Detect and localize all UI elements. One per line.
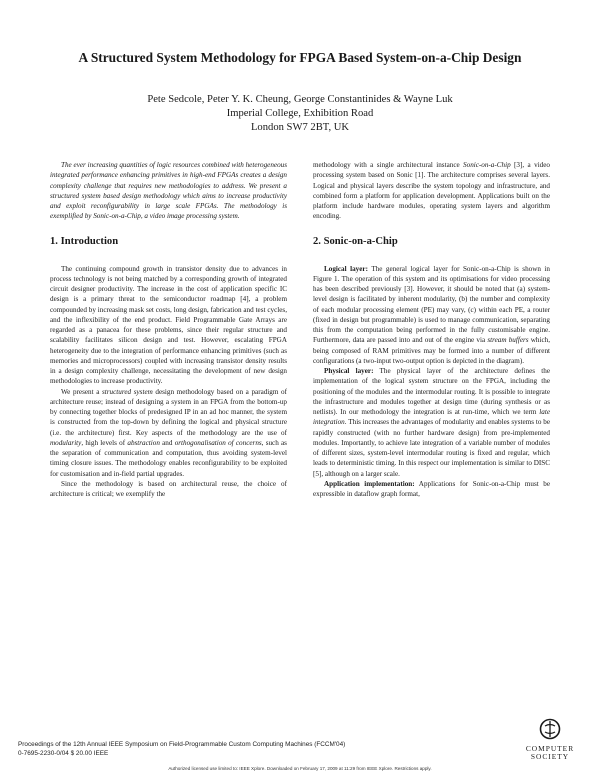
address: London SW7 2BT, UK xyxy=(250,122,350,134)
proceedings-line: Proceedings of the 12th Annual IEEE Symposium on Field-Programmable Custom Computing Machines (FCCM'04) xyxy=(18,741,346,748)
section-heading-introduction: 1. Introduction xyxy=(50,235,119,247)
proceedings-footer xyxy=(18,741,498,758)
authorization-notice: Authorized licensed use limited to: IEEE Xplore. Downloaded on February 17, 2009 at 11:29 from IEEE Xplore. Restrictions apply. xyxy=(168,766,432,771)
left-column xyxy=(50,160,287,499)
isbn-line: 0-7695-2230-0/04 $ 20.00 IEEE xyxy=(18,749,109,757)
physical-layer-paragraph: Physical layer: The physical layer of the architecture defines the implementation of the logical system structure on the FPGA, including the positioning of the modules and the intermodular routing. It is possible to integrate the infrastructure and modules together at design time (during synthesis or as netlists). In our methodology the integration is at run-time, which we term late integration. This increases the advantages of modularity and enables systems to be rapidly constructed (with no further hardware design) from pre-implemented modules. Importantly, to achieve late integration of a variable number of modules of different sizes, system-level intermodular routing is fixed and regular, which leads to deterministic timing. In this respect our implementation is similar to DISC [5], although on a larger scale. xyxy=(313,367,550,478)
right-column xyxy=(313,160,550,499)
affiliation: Imperial College, Exhibition Road xyxy=(226,108,374,120)
computer-society-logo xyxy=(515,718,585,761)
ieee-cs-emblem-icon xyxy=(539,718,561,740)
paper-title: A Structured System Methodology for FPGA Based System-on-a-Chip Design xyxy=(78,50,522,65)
application-implementation-paragraph: Application implementation: Applications for Sonic-on-a-Chip must be expressible in dataflow graph format, xyxy=(313,479,551,498)
author-names: Pete Sedcole, Peter Y. K. Cheung, George Constantinides & Wayne Luk xyxy=(147,94,453,105)
logo-line-1: COMPUTER xyxy=(525,744,575,753)
logical-layer-paragraph: Logical layer: The general logical layer for Sonic-on-a-Chip is shown in Figure 1. The operation of this system and its optimisations for video processing has been described previously [3]. However, it should be noted that (a) system-level design is facilitated by inherent modularity, (b) the number and complexity of each modular processing element (PE) may vary, (c) within each PE, a router (fixed in design but programmable) is used to manage communication, separating this from the computation being performed in the fully customisable engine. Furthermore, data are passed into and out of the engine via stream buffers which, being composed of RAM primitives may be formed into a number of different configurations (a two-input two-output option is depicted in the diagram). xyxy=(313,264,551,365)
abstract: The ever increasing quantities of logic resources combined with heterogeneous integrated performance enhancing primitives in high-end FPGAs creates a design complexity challenge that requires new methodologies to address. We present a structured system based design methodology which aims to increase productivity and exploit reconfigurability in large scale FPGAs. The methodology is exemplified by Sonic-on-a-Chip, a video image processing system. xyxy=(50,161,287,221)
intro-paragraph-1: The continuing compound growth in transistor density due to advances in process technology is not being matched by a corresponding growth of integrated circuit designer productivity. The increase in the cost of application specific IC design is a primary threat to the semiconductor roadmap [4], a problem compounded by increasing mask set costs, long design, fabrication and test cycles, and the inflexibility of the end product. Field Programmable Gate Arrays are regarded as a panacea for these problems, since their regular structure and scalability facilitates silicon design and test. However, escalating FPGA heterogeneity due to the integration of performance enhancing primitives (such as memories and microprocessors) coupled with increasing transistor density results in a design complexity challenge, necessitating the development of new design methodologies to increase productivity. xyxy=(50,264,287,386)
intro-continuation: methodology with a single architectural instance Sonic-on-a-Chip [3], a video processing system based on Sonic [1]. The architecture comprises several layers. Logical and physical layers describe the system topology and infrastructure, and combined form a platform for application development. Applications built on the platform include hardware modules, operating system layers and algorithm encoding. xyxy=(313,161,550,221)
intro-paragraph-3: Since the methodology is based on architectural reuse, the choice of architecture is critical; we exemplify the xyxy=(50,479,287,498)
section-heading-sonic: 2. Sonic-on-a-Chip xyxy=(313,235,398,247)
logo-line-2: SOCIETY xyxy=(530,752,570,761)
author-block xyxy=(0,93,600,136)
intro-paragraph-2: We present a structured system design methodology based on a paradigm of architecture reuse; instead of designing a system in an FPGA from the bottom-up by connecting together blocks of predesigned IP in an ad hoc manner, the system is constructed from the top-down by defining the logical and physical structure (i.e. the architecture) first. Key aspects of the methodology are the use of modularity, high levels of abstraction and orthogonalisation of concerns, such as the separation of communication and computation, thus avoiding system-level timing closure issues. The methodology enables reconfigurability to be exploited for customisation and in-field partial upgrades. xyxy=(50,387,287,478)
